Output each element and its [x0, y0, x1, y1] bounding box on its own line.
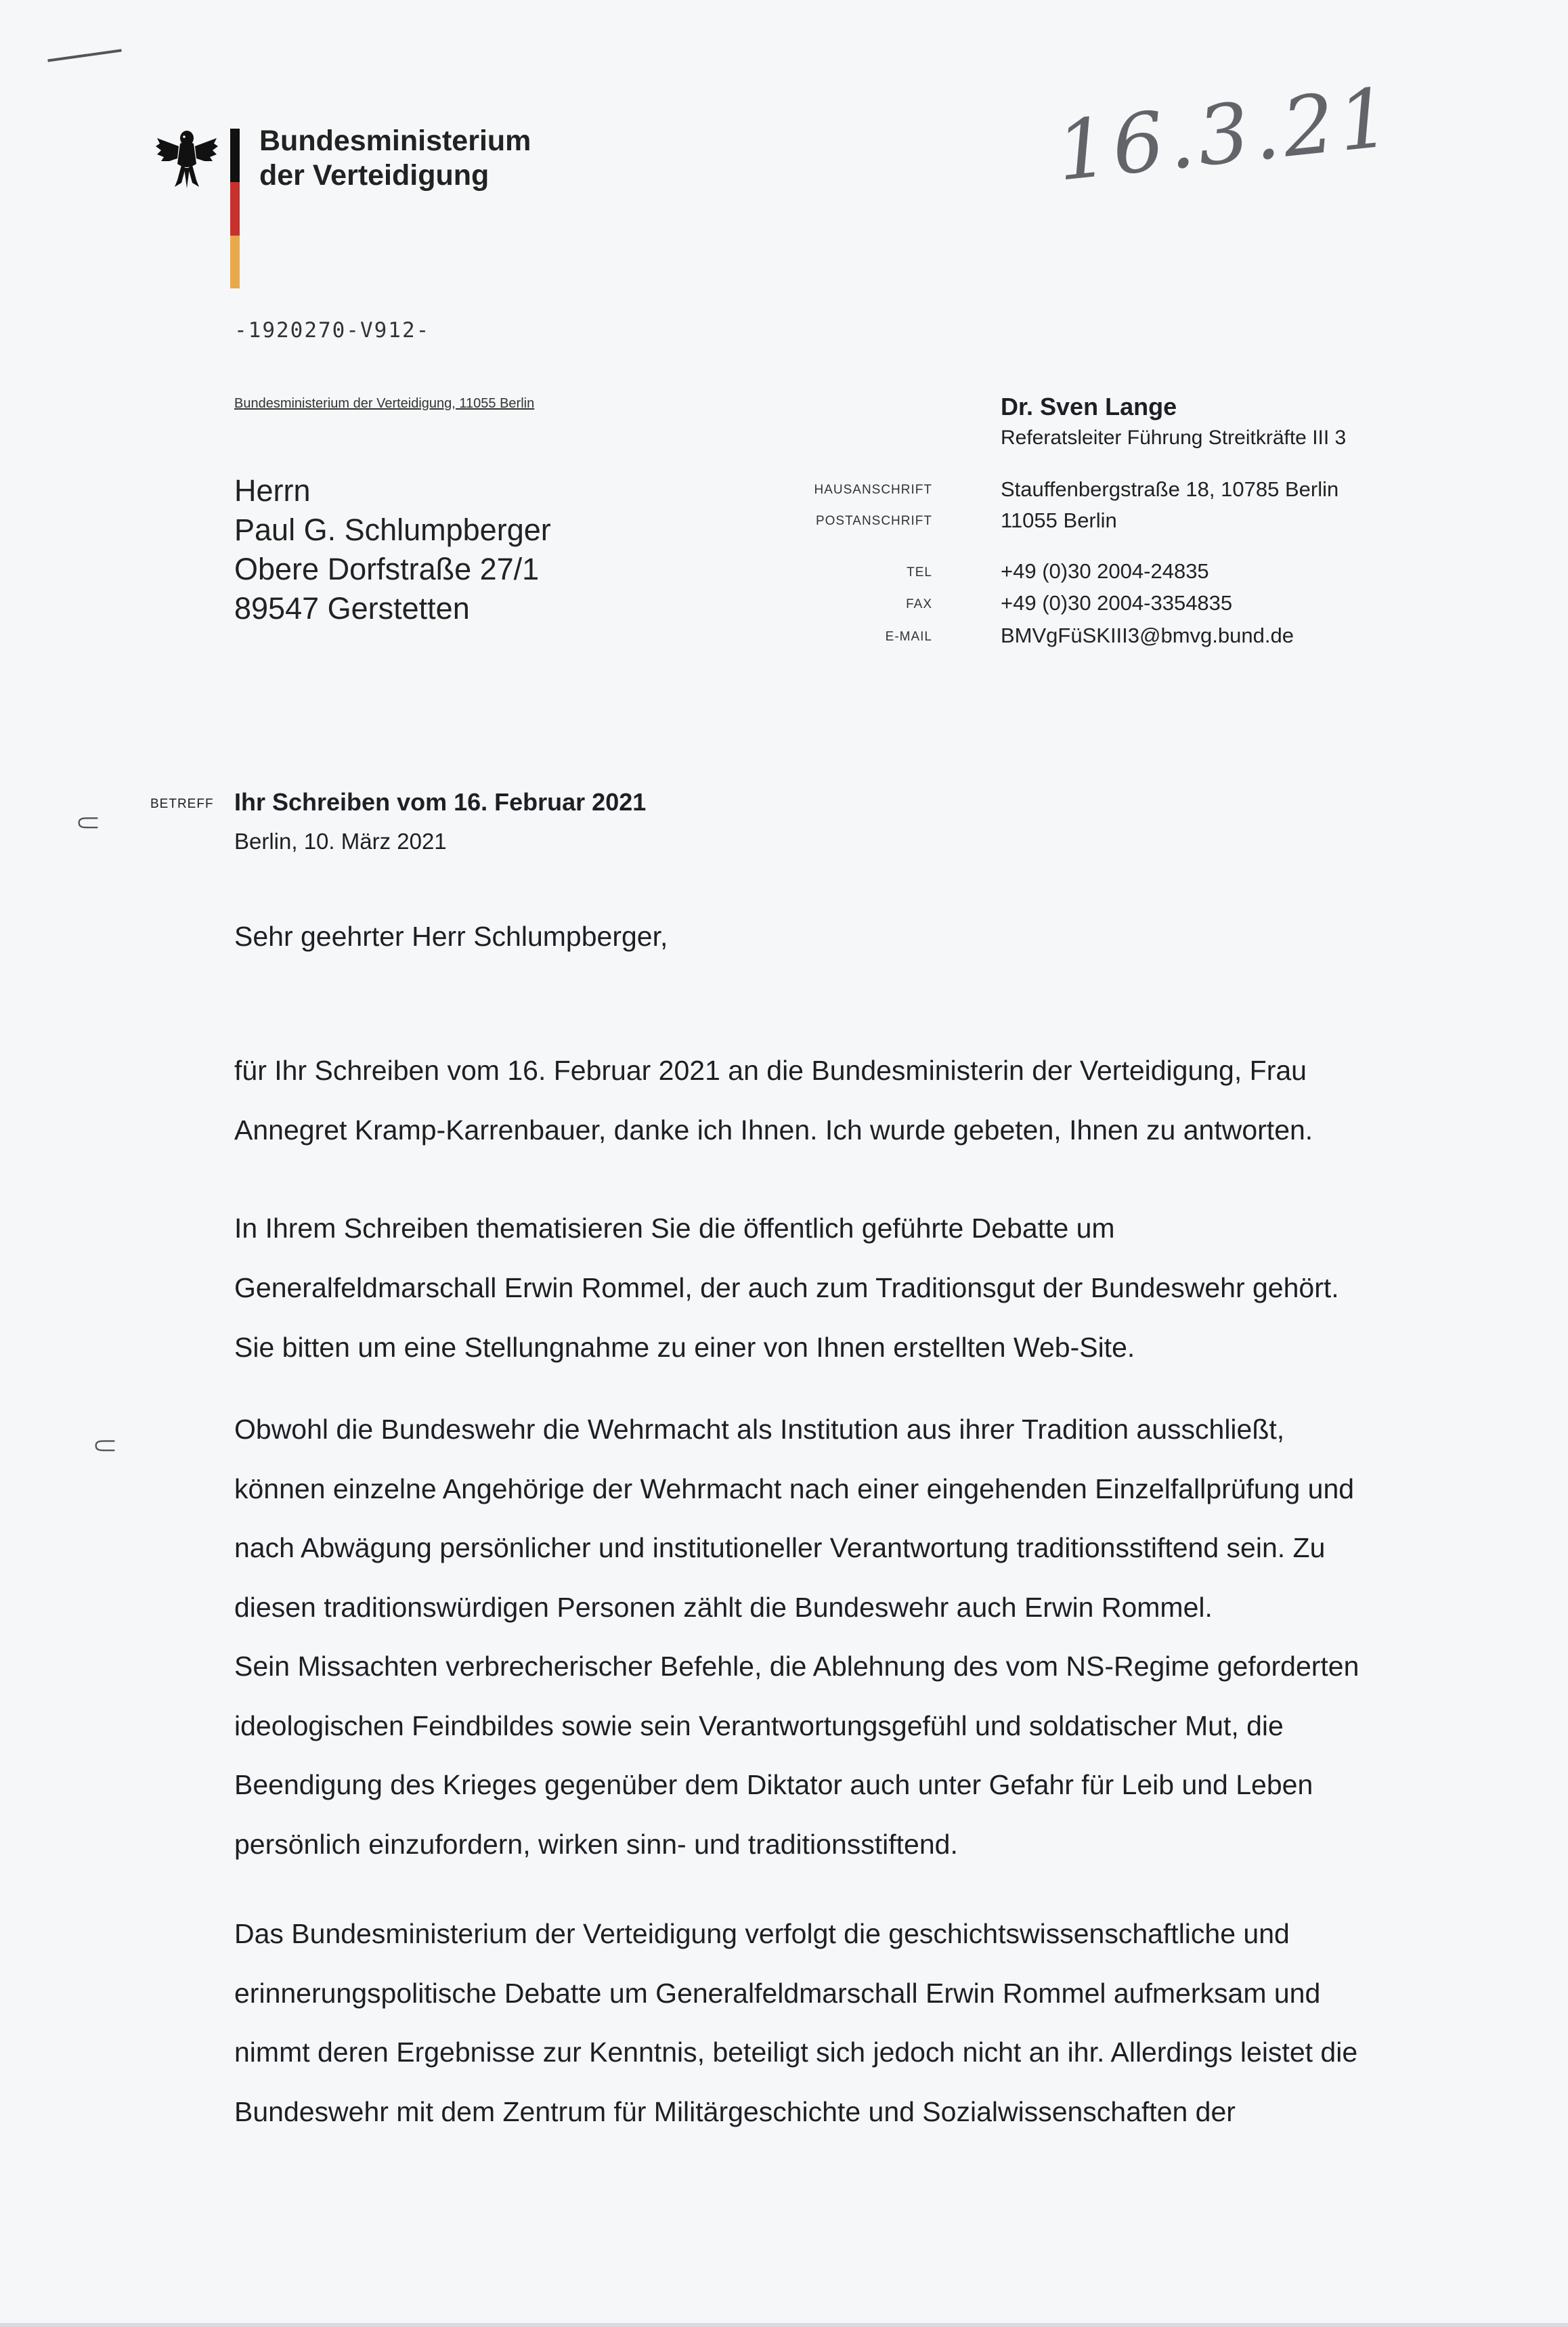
recipient-line: Herrn: [234, 473, 311, 508]
page-edge: [0, 2323, 1568, 2327]
flag-stripe-gold: [230, 236, 240, 288]
paragraph-line: Das Bundesministerium der Verteidigung verfolgt die geschichtswissenschaftliche und: [234, 1918, 1290, 1949]
tel-number: +49 (0)30 2004-24835: [1001, 559, 1209, 583]
paragraph-line: Sie bitten um eine Stellungnahme zu einer von Ihnen erstellten Web-Site.: [234, 1332, 1135, 1363]
postal-address-label: POSTANSCHRIFT: [815, 514, 932, 528]
subject-label: BETREFF: [150, 797, 214, 811]
paragraph-line: ideologischen Feindbildes sowie sein Verantwortungsgefühl und soldatischer Mut, die: [234, 1710, 1284, 1741]
return-address: Bundesministerium der Verteidigung, 11055 Berlin: [234, 396, 535, 411]
paragraph-line: erinnerungspolitische Debatte um Generalfeldmarschall Erwin Rommel aufmerksam und: [234, 1977, 1321, 2009]
paragraph-line: nach Abwägung persönlicher und institutioneller Verantwortung traditionsstiftend sein. Zu: [234, 1532, 1326, 1563]
paragraph-line: diesen traditionswürdigen Personen zählt die Bundeswehr auch Erwin Rommel.: [234, 1591, 1213, 1623]
paragraph-line: Generalfeldmarschall Erwin Rommel, der auch zum Traditionsgut der Bundeswehr gehört.: [234, 1272, 1339, 1303]
punch-mark: ⸦: [88, 1427, 122, 1465]
paragraph-line: Beendigung des Krieges gegenüber dem Diktator auch unter Gefahr für Leib und Leben: [234, 1769, 1313, 1800]
paragraph-line: In Ihrem Schreiben thematisieren Sie die öffentlich geführte Debatte um: [234, 1213, 1115, 1244]
postal-address: 11055 Berlin: [1001, 508, 1117, 532]
fax-label: FAX: [906, 597, 932, 611]
recipient-line: 89547 Gerstetten: [234, 591, 470, 626]
reference-code: -1920270-V912-: [234, 318, 431, 343]
fax-number: +49 (0)30 2004-3354835: [1001, 591, 1233, 615]
ministry-name-line2: der Verteidigung: [259, 159, 489, 192]
email-address: BMVgFüSKIII3@bmvg.bund.de: [1001, 624, 1294, 647]
paragraph-line: Annegret Kramp-Karrenbauer, danke ich Ihnen. Ich wurde gebeten, Ihnen zu antworten.: [234, 1114, 1313, 1146]
tel-label: TEL: [907, 565, 932, 580]
body-paragraph: [234, 1041, 1480, 1160]
house-address: Stauffenbergstraße 18, 10785 Berlin: [1001, 477, 1339, 501]
ministry-name-line1: Bundesministerium: [259, 125, 531, 157]
paragraph-line: persönlich einzufordern, wirken sinn- und traditionsstiftend.: [234, 1828, 958, 1860]
paragraph-line: für Ihr Schreiben vom 16. Februar 2021 an die Bundesministerin der Verteidigung, Frau: [234, 1055, 1307, 1086]
ministry-name: [259, 124, 531, 193]
paragraph-line: Sein Missachten verbrecherischer Befehle, die Ablehnung des vom NS-Regime geforderten: [234, 1651, 1359, 1682]
body-paragraph: [234, 1399, 1480, 1873]
punch-mark: ⸦: [71, 804, 105, 842]
salutation: Sehr geehrter Herr Schlumpberger,: [234, 921, 668, 952]
subject: Ihr Schreiben vom 16. Februar 2021: [234, 788, 647, 816]
recipient-line: Paul G. Schlumpberger: [234, 513, 551, 547]
sender-title: Referatsleiter Führung Streitkräfte III 3: [1001, 427, 1347, 449]
body-paragraph: [234, 1904, 1480, 2141]
recipient-address: [234, 471, 551, 628]
recipient-line: Obere Dorfstraße 27/1: [234, 552, 540, 586]
sender-name: Dr. Sven Lange: [1001, 393, 1177, 420]
paragraph-line: Obwohl die Bundeswehr die Wehrmacht als Institution aus ihrer Tradition ausschließt,: [234, 1414, 1285, 1445]
federal-eagle-icon: [154, 123, 219, 191]
staple-mark: [47, 49, 121, 62]
house-address-label: HAUSANSCHRIFT: [814, 483, 932, 497]
flag-stripe-black: [230, 129, 240, 182]
date-place: Berlin, 10. März 2021: [234, 829, 447, 854]
body-paragraph: [234, 1198, 1480, 1377]
handwritten-date: 16.3.21: [1052, 70, 1399, 200]
paragraph-line: können einzelne Angehörige der Wehrmacht nach einer eingehenden Einzelfallprüfung und: [234, 1473, 1355, 1504]
paragraph-line: nimmt deren Ergebnisse zur Kenntnis, beteiligt sich jedoch nicht an ihr. Allerdings leistet die: [234, 2037, 1358, 2068]
flag-stripe-red: [230, 182, 240, 236]
flag-stripe: [230, 129, 240, 288]
email-label: E-MAIL: [885, 630, 932, 644]
paragraph-line: Bundeswehr mit dem Zentrum für Militärgeschichte und Sozialwissenschaften der: [234, 2095, 1236, 2127]
